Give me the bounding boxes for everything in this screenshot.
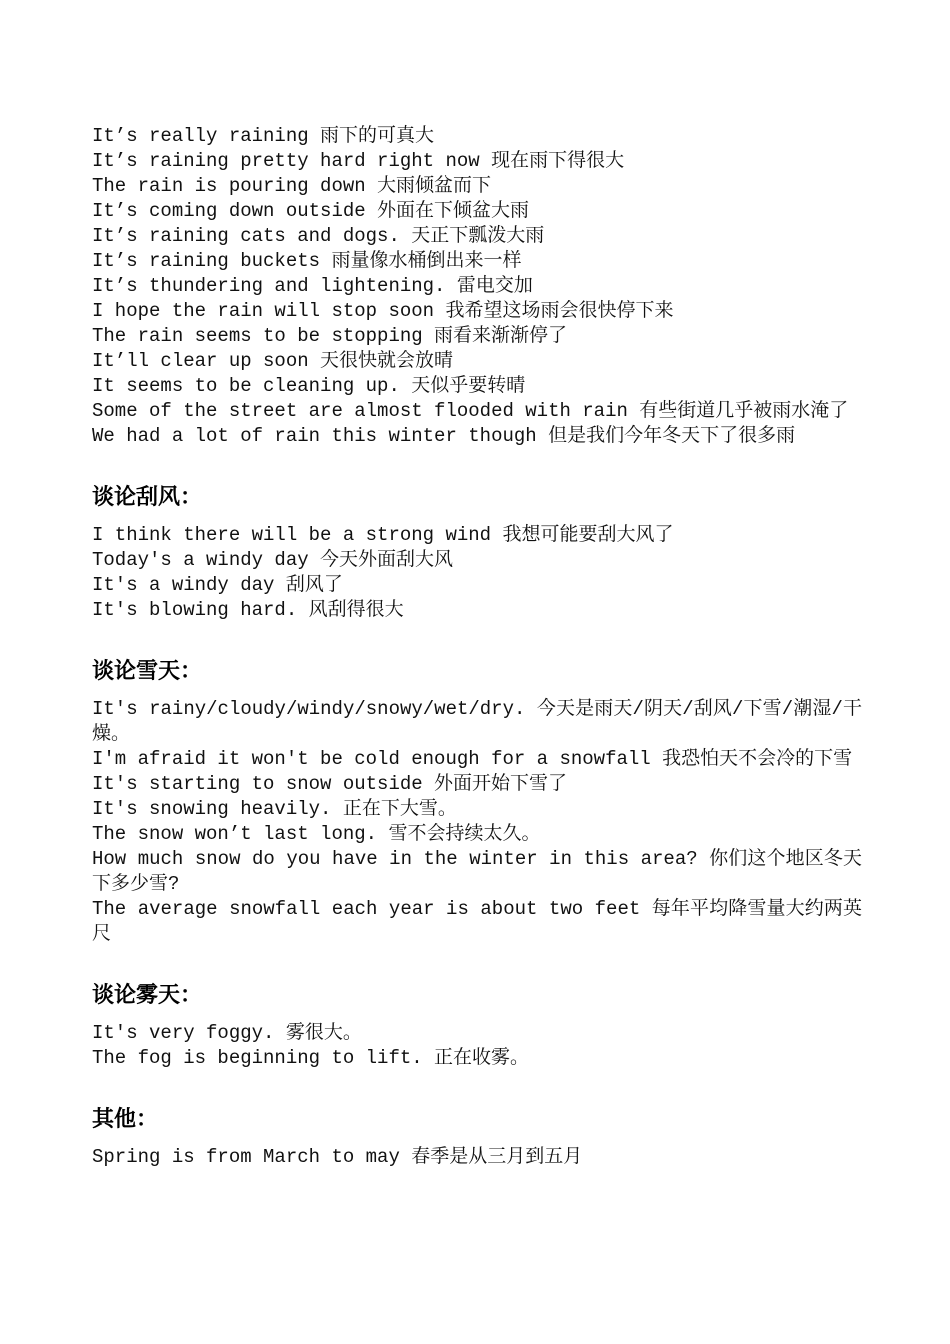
rain-line: I hope the rain will stop soon 我希望这场雨会很快停下来	[92, 300, 674, 322]
rain-line: It’s raining cats and dogs. 天正下瓢泼大雨	[92, 225, 545, 247]
rain-line: Some of the street are almost flooded with rain 有些街道几乎被雨水淹了	[92, 400, 849, 422]
wind-line: I think there will be a strong wind 我想可能要刮大风了	[92, 524, 674, 546]
snow-heading: 谈论雪天：	[92, 659, 203, 684]
rain-line: It’s raining pretty hard right now 现在雨下得很大	[92, 150, 625, 172]
wind-line: It's blowing hard. 风刮得很大	[92, 599, 404, 621]
snow-line: The snow won’t last long. 雪不会持续太久。	[92, 823, 541, 845]
rain-line: It’s thundering and lightening. 雷电交加	[92, 275, 533, 297]
other-section	[92, 1105, 862, 1170]
rain-line: The rain seems to be stopping 雨看来渐渐停了	[92, 325, 568, 347]
rain-line: It’ll clear up soon 天很快就会放晴	[92, 350, 454, 372]
snow-line: It's rainy/cloudy/windy/snowy/wet/dry. 今天是雨天/阴天/刮风/下雪/潮湿/干燥。	[92, 698, 862, 745]
rain-line: It’s coming down outside 外面在下倾盆大雨	[92, 200, 530, 222]
rain-line: It’s really raining 雨下的可真大	[92, 125, 435, 147]
rain-line: The rain is pouring down 大雨倾盆而下	[92, 175, 492, 197]
snow-line: It's starting to snow outside 外面开始下雪了	[92, 773, 568, 795]
fog-section	[92, 981, 862, 1071]
fog-heading: 谈论雾天：	[92, 983, 203, 1008]
document-page	[92, 124, 862, 1170]
snow-line: I'm afraid it won't be cold enough for a snowfall 我恐怕天不会冷的下雪	[92, 748, 853, 770]
other-line: Spring is from March to may 春季是从三月到五月	[92, 1146, 583, 1168]
snow-line: How much snow do you have in the winter in this area? 你们这个地区冬天下多少雪?	[92, 848, 862, 895]
rain-section	[92, 124, 862, 449]
fog-line: It's very foggy. 雾很大。	[92, 1022, 362, 1044]
rain-line: It seems to be cleaning up. 天似乎要转晴	[92, 375, 526, 397]
other-heading: 其他：	[92, 1107, 159, 1132]
fog-line: The fog is beginning to lift. 正在收雾。	[92, 1047, 530, 1069]
wind-line: It's a windy day 刮风了	[92, 574, 343, 596]
rain-line: It’s raining buckets 雨量像水桶倒出来一样	[92, 250, 522, 272]
snow-line: The average snowfall each year is about two feet 每年平均降雪量大约两英尺	[92, 898, 862, 945]
wind-line: Today's a windy day 今天外面刮大风	[92, 549, 454, 571]
snow-section	[92, 657, 862, 947]
rain-line: We had a lot of rain this winter though 但是我们今年冬天下了很多雨	[92, 425, 796, 447]
wind-heading: 谈论刮风：	[92, 485, 203, 510]
wind-section	[92, 483, 862, 623]
snow-line: It's snowing heavily. 正在下大雪。	[92, 798, 457, 820]
